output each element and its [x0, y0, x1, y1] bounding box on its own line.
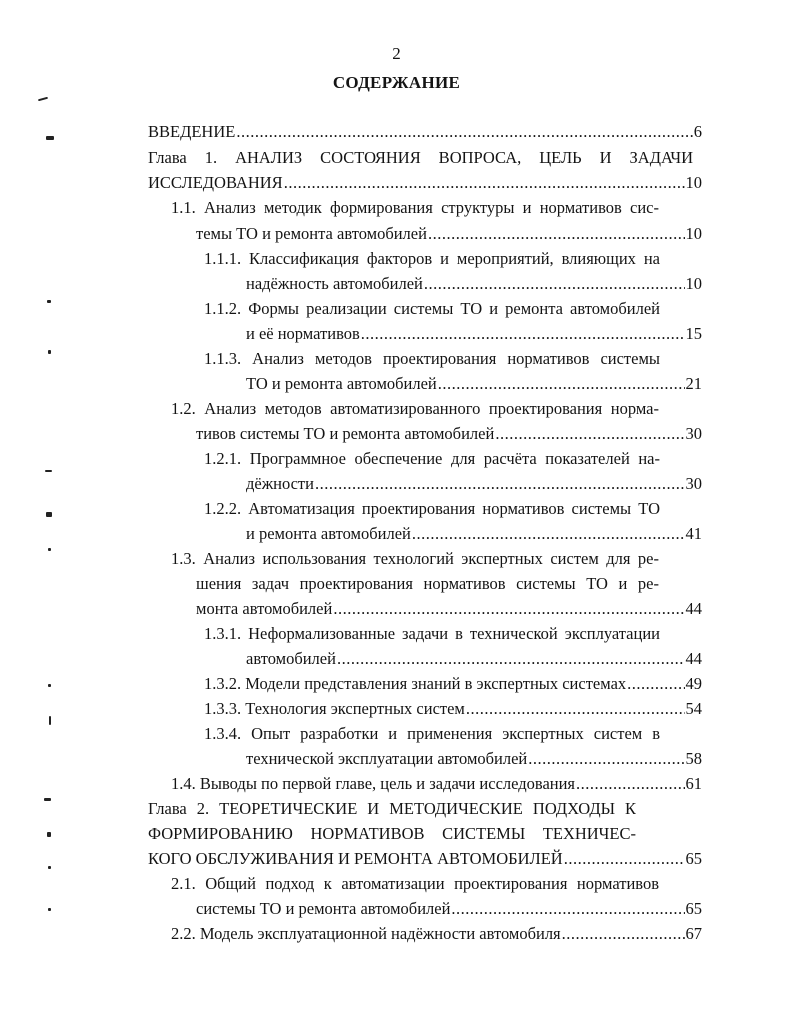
toc-entry-chapter-1-line-1[interactable]: Глава 1. АНАЛИЗ СОСТОЯНИЯ ВОПРОСА, ЦЕЛЬ И ЗАДАЧИ	[148, 148, 693, 167]
toc-entry-page: 30	[685, 474, 702, 493]
page-title: СОДЕРЖАНИЕ	[332, 73, 461, 92]
toc-entry-title: дёжности	[246, 474, 314, 493]
dot-leader	[333, 597, 684, 621]
scan-speck	[49, 716, 51, 725]
dot-leader	[315, 472, 685, 496]
dot-leader	[495, 422, 684, 446]
toc-entry-1-3-1-line-1[interactable]: 1.3.1. Неформализованные задачи в технической эксплуатации	[204, 624, 660, 643]
scan-speck	[44, 798, 51, 801]
toc-entry-1-3-4-line-1[interactable]: 1.3.4. Опыт разработки и применения экспертных систем в	[204, 724, 660, 743]
scan-speck	[47, 832, 51, 837]
scan-speck	[48, 548, 51, 551]
toc-entry-page: 15	[685, 324, 702, 343]
toc-entry-2-2[interactable]	[171, 922, 702, 946]
dot-leader	[466, 697, 685, 721]
toc-entry-1-3-line-2[interactable]: шения задач проектирования нормативов системы ТО и ре-	[196, 574, 659, 593]
toc-entry-page: 54	[685, 699, 702, 718]
toc-entry-1-2-2[interactable]	[246, 522, 702, 546]
scan-speck	[48, 866, 51, 869]
toc-entry-page: 65	[685, 899, 702, 918]
toc-entry-1-3-2[interactable]	[204, 672, 702, 696]
toc-entry-title: и её нормативов	[246, 324, 360, 343]
dot-leader	[428, 222, 685, 246]
toc-entry-title: тивов системы ТО и ремонта автомобилей	[196, 424, 495, 443]
toc-entry-1-3[interactable]	[196, 597, 702, 621]
toc-entry-title: КОГО ОБСЛУЖИВАНИЯ И РЕМОНТА АВТОМОБИЛЕЙ	[148, 849, 563, 868]
toc-entry-1-4[interactable]	[171, 772, 702, 796]
toc-entry-page: 6	[693, 122, 702, 141]
toc-entry-chapter-1[interactable]	[148, 171, 702, 195]
toc-entry-title: технической эксплуатации автомобилей	[246, 749, 528, 768]
toc-entry-1-2-2-line-1[interactable]: 1.2.2. Автоматизация проектирования нормативов системы ТО	[204, 499, 660, 518]
toc-entry-1-2-1-line-1[interactable]: 1.2.1. Программное обеспечение для расчёта показателей на-	[204, 449, 660, 468]
scan-speck	[46, 512, 52, 517]
toc-entry-title: ИССЛЕДОВАНИЯ	[148, 173, 283, 192]
dot-leader	[564, 847, 685, 871]
toc-entry-page: 44	[685, 649, 702, 668]
toc-entry-title: монта автомобилей	[196, 599, 333, 618]
toc-entry-chapter-2-line-2[interactable]: ФОРМИРОВАНИЮ НОРМАТИВОВ СИСТЕМЫ ТЕХНИЧЕС-	[148, 824, 636, 843]
toc-entry-title: ТО и ремонта автомобилей	[246, 374, 437, 393]
toc-entry-page: 30	[685, 424, 702, 443]
toc-entry-introduction[interactable]	[148, 120, 702, 144]
page-number: 2	[392, 44, 401, 63]
dot-leader	[424, 272, 685, 296]
toc-entry-2-1-line-1[interactable]: 2.1. Общий подход к автоматизации проектирования нормативов	[171, 874, 659, 893]
toc-entry-title: системы ТО и ремонта автомобилей	[196, 899, 451, 918]
dot-leader	[284, 171, 685, 195]
toc-entry-1-1-line-1[interactable]: 1.1. Анализ методик формирования структуры и нормативов сис-	[171, 198, 659, 217]
scan-speck	[46, 136, 54, 140]
dot-leader	[627, 672, 684, 696]
toc-entry-1-1-3[interactable]	[246, 372, 702, 396]
toc-entry-chapter-2[interactable]	[148, 847, 702, 871]
toc-entry-title: 1.4. Выводы по первой главе, цель и задачи исследования	[171, 774, 576, 793]
scan-speck	[47, 300, 51, 303]
toc-entry-chapter-2-line-1[interactable]: Глава 2. ТЕОРЕТИЧЕСКИЕ И МЕТОДИЧЕСКИЕ ПОДХОДЫ К	[148, 799, 636, 818]
toc-entry-title: 1.3.2. Модели представления знаний в экспертных системах	[204, 674, 627, 693]
toc-entry-1-3-4[interactable]	[246, 747, 702, 771]
toc-entry-title: 2.2. Модель эксплуатационной надёжности автомобиля	[171, 924, 561, 943]
scan-speck	[48, 684, 51, 687]
toc-entry-1-3-line-1[interactable]: 1.3. Анализ использования технологий экспертных систем для ре-	[171, 549, 659, 568]
scan-speck	[48, 350, 51, 354]
toc-entry-page: 58	[685, 749, 702, 768]
scan-speck	[45, 470, 52, 472]
toc-entry-1-1-1[interactable]	[246, 272, 702, 296]
toc-entry-1-3-1[interactable]	[246, 647, 702, 671]
toc-entry-1-2[interactable]	[196, 422, 702, 446]
dot-leader	[528, 747, 684, 771]
toc-entry-page: 65	[685, 849, 702, 868]
toc-entry-title: темы ТО и ремонта автомобилей	[196, 224, 427, 243]
toc-entry-page: 10	[685, 173, 702, 192]
toc-entry-page: 61	[685, 774, 702, 793]
toc-entry-1-1-1-line-1[interactable]: 1.1.1. Классификация факторов и мероприятий, влияющих на	[204, 249, 660, 268]
toc-entry-page: 10	[685, 274, 702, 293]
toc-entry-page: 44	[685, 599, 702, 618]
dot-leader	[562, 922, 685, 946]
toc-entry-title: надёжность автомобилей	[246, 274, 423, 293]
toc-entry-1-2-1[interactable]	[246, 472, 702, 496]
toc-entry-title: и ремонта автомобилей	[246, 524, 411, 543]
toc-entry-title: автомобилей	[246, 649, 336, 668]
scan-speck	[48, 908, 51, 911]
toc-entry-2-1[interactable]	[196, 897, 702, 921]
toc-entry-1-2-line-1[interactable]: 1.2. Анализ методов автоматизированного проектирования норма-	[171, 399, 659, 418]
toc-entry-page: 49	[685, 674, 702, 693]
toc-entry-page: 41	[685, 524, 702, 543]
dot-leader	[361, 322, 685, 346]
toc-entry-1-1-2-line-1[interactable]: 1.1.2. Формы реализации системы ТО и ремонта автомобилей	[204, 299, 660, 318]
dot-leader	[412, 522, 685, 546]
toc-entry-1-1[interactable]	[196, 222, 702, 246]
dot-leader	[438, 372, 685, 396]
toc-entry-title: 1.3.3. Технология экспертных систем	[204, 699, 465, 718]
toc-entry-page: 10	[685, 224, 702, 243]
dot-leader	[337, 647, 685, 671]
toc-entry-page: 21	[685, 374, 702, 393]
dot-leader	[236, 120, 692, 144]
toc-entry-1-3-3[interactable]	[204, 697, 702, 721]
dot-leader	[576, 772, 684, 796]
toc-entry-title: ВВЕДЕНИЕ	[148, 122, 236, 141]
dot-leader	[451, 897, 684, 921]
toc-entry-1-1-2[interactable]	[246, 322, 702, 346]
toc-entry-page: 67	[685, 924, 702, 943]
toc-entry-1-1-3-line-1[interactable]: 1.1.3. Анализ методов проектирования нормативов системы	[204, 349, 660, 368]
